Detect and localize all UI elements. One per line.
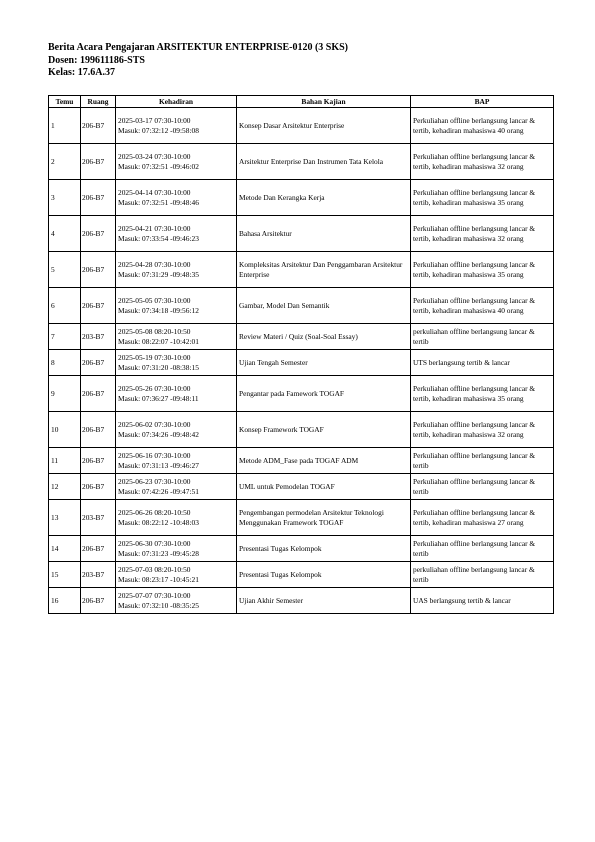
column-header-bahan-kajian: Bahan Kajian <box>237 96 411 108</box>
attendance-cell <box>116 376 237 412</box>
bap-cell: UAS berlangsung tertib & lancar <box>411 588 554 614</box>
schedule-text: 2025-07-03 08:20-10:50 <box>118 564 191 574</box>
attendance-cell <box>116 588 237 614</box>
table-row <box>49 216 554 252</box>
table-row <box>49 376 554 412</box>
topic-cell: Presentasi Tugas Kelompok <box>237 562 411 588</box>
schedule-text: 2025-06-02 07:30-10:00 <box>118 419 191 429</box>
topic-cell: Kompleksitas Arsitektur Dan Penggambaran Arsitektur Enterprise <box>237 252 411 288</box>
meeting-number-cell: 16 <box>49 588 81 614</box>
meeting-number-cell: 2 <box>49 144 81 180</box>
check-in-text: Masuk: 07:32:10 -08:35:25 <box>118 600 199 610</box>
topic-cell: Pengantar pada Famework TOGAF <box>237 376 411 412</box>
bap-cell: Perkuliahan offline berlangsung lancar & tertib, kehadiran mahasiswa 32 orang <box>411 144 554 180</box>
bap-cell: Perkuliahan offline berlangsung lancar & tertib, kehadiran mahasiswa 32 orang <box>411 412 554 448</box>
table-row <box>49 252 554 288</box>
bap-cell: UTS berlangsung tertib & lancar <box>411 350 554 376</box>
attendance-cell <box>116 562 237 588</box>
meeting-number-cell: 8 <box>49 350 81 376</box>
check-in-text: Masuk: 07:31:23 -09:45:28 <box>118 548 199 558</box>
attendance-cell <box>116 448 237 474</box>
check-in-text: Masuk: 07:31:29 -09:48:35 <box>118 269 199 279</box>
attendance-cell <box>116 180 237 216</box>
table-row <box>49 350 554 376</box>
bap-cell: Perkuliahan offline berlangsung lancar & tertib, kehadiran mahasiswa 35 orang <box>411 180 554 216</box>
bap-table <box>48 95 554 614</box>
attendance-cell <box>116 500 237 536</box>
room-cell: 206-B7 <box>81 412 116 448</box>
check-in-text: Masuk: 07:34:18 -09:56:12 <box>118 305 199 315</box>
table-row <box>49 412 554 448</box>
check-in-text: Masuk: 08:23:17 -10:45:21 <box>118 574 199 584</box>
room-cell: 206-B7 <box>81 536 116 562</box>
room-cell: 206-B7 <box>81 252 116 288</box>
topic-cell: Metode ADM_Fase pada TOGAF ADM <box>237 448 411 474</box>
check-in-text: Masuk: 07:32:12 -09:58:08 <box>118 125 199 135</box>
schedule-text: 2025-06-26 08:20-10:50 <box>118 507 191 517</box>
room-cell: 206-B7 <box>81 216 116 252</box>
bap-cell: Perkuliahan offline berlangsung lancar & tertib <box>411 474 554 500</box>
table-row <box>49 536 554 562</box>
bap-cell: perkuliahan offline berlangsung lancar & tertib <box>411 562 554 588</box>
lecturer-line: Dosen: 199611186-STS <box>48 54 145 66</box>
bap-cell: Perkuliahan offline berlangsung lancar & tertib, kehadiran mahasiswa 27 orang <box>411 500 554 536</box>
meeting-number-cell: 3 <box>49 180 81 216</box>
check-in-text: Masuk: 07:34:26 -09:48:42 <box>118 429 199 439</box>
check-in-text: Masuk: 07:32:51 -09:46:02 <box>118 161 199 171</box>
schedule-text: 2025-03-17 07:30-10:00 <box>118 115 191 125</box>
meeting-number-cell: 11 <box>49 448 81 474</box>
schedule-text: 2025-06-30 07:30-10:00 <box>118 538 191 548</box>
table-row <box>49 588 554 614</box>
table-row <box>49 144 554 180</box>
topic-cell: Ujian Tengah Semester <box>237 350 411 376</box>
column-header-temu: Temu <box>49 96 81 108</box>
topic-cell: Presentasi Tugas Kelompok <box>237 536 411 562</box>
schedule-text: 2025-06-23 07:30-10:00 <box>118 476 191 486</box>
room-cell: 206-B7 <box>81 180 116 216</box>
table-row <box>49 562 554 588</box>
room-cell: 206-B7 <box>81 376 116 412</box>
check-in-text: Masuk: 07:32:51 -09:48:46 <box>118 197 199 207</box>
meeting-number-cell: 7 <box>49 324 81 350</box>
schedule-text: 2025-05-08 08:20-10:50 <box>118 326 191 336</box>
attendance-cell <box>116 288 237 324</box>
topic-cell: Metode Dan Kerangka Kerja <box>237 180 411 216</box>
attendance-cell <box>116 108 237 144</box>
schedule-text: 2025-07-07 07:30-10:00 <box>118 590 191 600</box>
schedule-text: 2025-06-16 07:30-10:00 <box>118 450 191 460</box>
meeting-number-cell: 6 <box>49 288 81 324</box>
topic-cell: Pengembangan permodelan Arsitektur Teknologi Menggunakan Framework TOGAF <box>237 500 411 536</box>
meeting-number-cell: 4 <box>49 216 81 252</box>
table-header-row <box>49 96 554 108</box>
column-header-kehadiran: Kehadiran <box>116 96 237 108</box>
table-row <box>49 474 554 500</box>
table-row <box>49 324 554 350</box>
topic-cell: Konsep Framework TOGAF <box>237 412 411 448</box>
attendance-cell <box>116 144 237 180</box>
table-row <box>49 180 554 216</box>
meeting-number-cell: 10 <box>49 412 81 448</box>
column-header-bap: BAP <box>411 96 554 108</box>
bap-cell: Perkuliahan offline berlangsung lancar & tertib, kehadiran mahasiswa 32 orang <box>411 216 554 252</box>
topic-cell: UML untuk Pemodelan TOGAF <box>237 474 411 500</box>
bap-cell: Perkuliahan offline berlangsung lancar & tertib, kehadiran mahasiswa 35 orang <box>411 252 554 288</box>
schedule-text: 2025-04-28 07:30-10:00 <box>118 259 191 269</box>
check-in-text: Masuk: 07:42:26 -09:47:51 <box>118 486 199 496</box>
schedule-text: 2025-04-21 07:30-10:00 <box>118 223 191 233</box>
table-row <box>49 288 554 324</box>
attendance-cell <box>116 350 237 376</box>
room-cell: 206-B7 <box>81 108 116 144</box>
table-row <box>49 500 554 536</box>
schedule-text: 2025-05-19 07:30-10:00 <box>118 352 191 362</box>
room-cell: 206-B7 <box>81 288 116 324</box>
attendance-cell <box>116 324 237 350</box>
topic-cell: Arsitektur Enterprise Dan Instrumen Tata Kelola <box>237 144 411 180</box>
schedule-text: 2025-03-24 07:30-10:00 <box>118 151 191 161</box>
schedule-text: 2025-04-14 07:30-10:00 <box>118 187 191 197</box>
attendance-cell <box>116 252 237 288</box>
meeting-number-cell: 5 <box>49 252 81 288</box>
bap-cell: Perkuliahan offline berlangsung lancar & tertib <box>411 536 554 562</box>
meeting-number-cell: 15 <box>49 562 81 588</box>
document-header <box>48 42 348 80</box>
room-cell: 206-B7 <box>81 350 116 376</box>
topic-cell: Konsep Dasar Arsitektur Enterprise <box>237 108 411 144</box>
schedule-text: 2025-05-05 07:30-10:00 <box>118 295 191 305</box>
course-title: Berita Acara Pengajaran ARSITEKTUR ENTERPRISE-0120 (3 SKS) <box>48 42 349 53</box>
meeting-number-cell: 9 <box>49 376 81 412</box>
topic-cell: Bahasa Arsitektur <box>237 216 411 252</box>
meeting-number-cell: 1 <box>49 108 81 144</box>
meeting-number-cell: 13 <box>49 500 81 536</box>
table-row <box>49 448 554 474</box>
room-cell: 206-B7 <box>81 144 116 180</box>
room-cell: 203-B7 <box>81 324 116 350</box>
room-cell: 206-B7 <box>81 474 116 500</box>
topic-cell: Review Materi / Quiz (Soal-Soal Essay) <box>237 324 411 350</box>
topic-cell: Ujian Akhir Semester <box>237 588 411 614</box>
room-cell: 206-B7 <box>81 448 116 474</box>
check-in-text: Masuk: 07:31:13 -09:46:27 <box>118 460 199 470</box>
attendance-cell <box>116 216 237 252</box>
bap-cell: perkuliahan offline berlangsung lancar & tertib <box>411 324 554 350</box>
class-line: Kelas: 17.6A.37 <box>48 67 115 78</box>
column-header-ruang: Ruang <box>81 96 116 108</box>
attendance-cell <box>116 536 237 562</box>
bap-cell: Perkuliahan offline berlangsung lancar & tertib, kehadiran mahasiswa 40 orang <box>411 288 554 324</box>
check-in-text: Masuk: 07:33:54 -09:46:23 <box>118 233 199 243</box>
bap-cell: Perkuliahan offline berlangsung lancar & tertib <box>411 448 554 474</box>
schedule-text: 2025-05-26 07:30-10:00 <box>118 383 191 393</box>
attendance-cell <box>116 474 237 500</box>
topic-cell: Gambar, Model Dan Semantik <box>237 288 411 324</box>
room-cell: 206-B7 <box>81 588 116 614</box>
table-row <box>49 108 554 144</box>
room-cell: 203-B7 <box>81 562 116 588</box>
bap-cell: Perkuliahan offline berlangsung lancar & tertib, kehadiran mahasiswa 40 orang <box>411 108 554 144</box>
attendance-cell <box>116 412 237 448</box>
check-in-text: Masuk: 08:22:12 -10:48:03 <box>118 517 199 527</box>
check-in-text: Masuk: 07:36:27 -09:48:11 <box>118 393 199 403</box>
meeting-number-cell: 14 <box>49 536 81 562</box>
bap-cell: Perkuliahan offline berlangsung lancar & tertib, kehadiran mahasiswa 35 orang <box>411 376 554 412</box>
check-in-text: Masuk: 08:22:07 -10:42:01 <box>118 336 199 346</box>
check-in-text: Masuk: 07:31:20 -08:38:15 <box>118 362 199 372</box>
room-cell: 203-B7 <box>81 500 116 536</box>
meeting-number-cell: 12 <box>49 474 81 500</box>
